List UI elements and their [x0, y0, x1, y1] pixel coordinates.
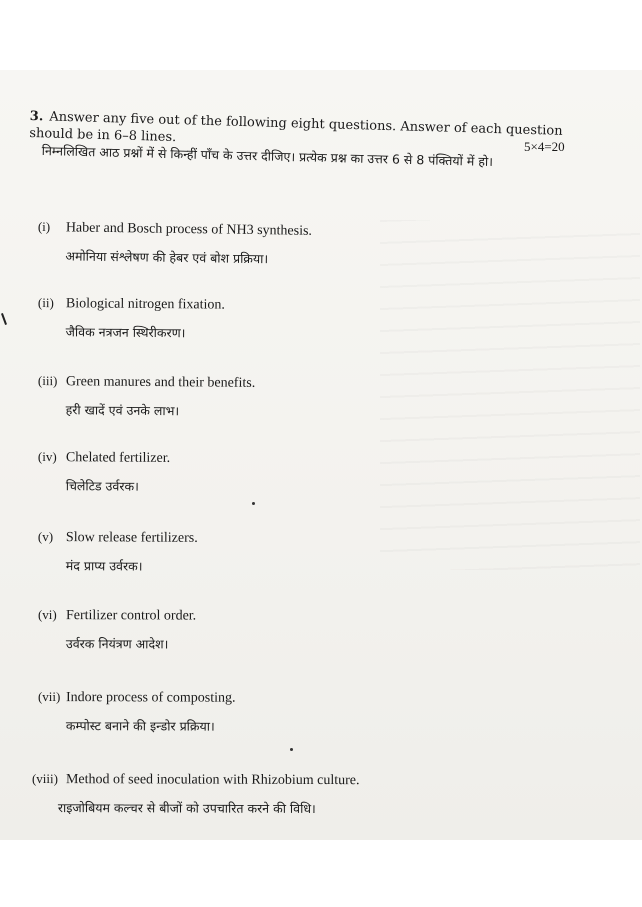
item-english: Slow release fertilizers. — [65, 530, 198, 546]
list-item — [32, 770, 552, 819]
list-item — [38, 688, 518, 737]
item-english: Method of seed inoculation with Rhizobium culture. — [65, 772, 360, 789]
item-english: Indore process of composting. — [65, 690, 236, 706]
list-item — [38, 448, 518, 498]
item-hindi: चिलेटिड उर्वरक। — [65, 478, 139, 494]
item-english: Biological nitrogen fixation. — [65, 296, 226, 313]
question-number: 3. — [29, 108, 44, 125]
exam-page — [0, 70, 642, 840]
stray-dot — [252, 502, 255, 505]
item-english: Chelated fertilizer. — [65, 450, 171, 466]
item-hindi: कम्पोस्ट बनाने की इन्डोर प्रक्रिया। — [65, 718, 215, 734]
item-hindi: उर्वरक नियंत्रण आदेश। — [65, 636, 169, 652]
item-number: (v) — [37, 529, 54, 545]
item-number: (iv) — [37, 448, 57, 465]
list-item — [38, 606, 518, 655]
item-english: Haber and Bosch process of NH3 synthesis. — [65, 220, 313, 239]
marks-allocation: 5×4=20 — [524, 139, 565, 154]
item-number: (i) — [37, 218, 51, 235]
instruction-en-text: Answer any five out of the following eight questions. Answer of each question should be in 6–8 lines. — [29, 109, 563, 146]
list-item — [38, 294, 518, 345]
question-instruction-hindi: निम्नलिखित आठ प्रश्नों में से किन्हीं पाँच के उत्तर दीजिए। प्रत्येक प्रश्न का उत्तर 6 से 8 पंक्तियों में हो। — [41, 142, 494, 170]
item-hindi: हरी खादें एवं उनके लाभ। — [65, 402, 180, 419]
list-item — [37, 218, 518, 272]
item-number: (viii) — [31, 771, 58, 787]
item-number: (vi) — [37, 607, 57, 623]
item-english: Green manures and their benefits. — [65, 374, 256, 391]
item-number: (ii) — [37, 294, 54, 311]
item-number: (vii) — [37, 689, 61, 705]
item-hindi: जैविक नत्रजन स्थिरीकरण। — [65, 324, 186, 341]
item-hindi: अमोनिया संश्लेषण की हेबर एवं बोश प्रक्रिया। — [65, 248, 269, 267]
list-item — [38, 528, 518, 578]
list-item — [38, 372, 518, 423]
item-english: Fertilizer control order. — [65, 608, 197, 624]
item-hindi: मंद प्राप्य उर्वरक। — [65, 558, 143, 574]
item-number: (iii) — [37, 372, 58, 389]
stray-dot — [290, 748, 293, 751]
margin-mark — [1, 313, 7, 325]
item-hindi: राइजोबियम कल्चर से बीजों को उपचारित करने की विधि। — [57, 800, 316, 816]
